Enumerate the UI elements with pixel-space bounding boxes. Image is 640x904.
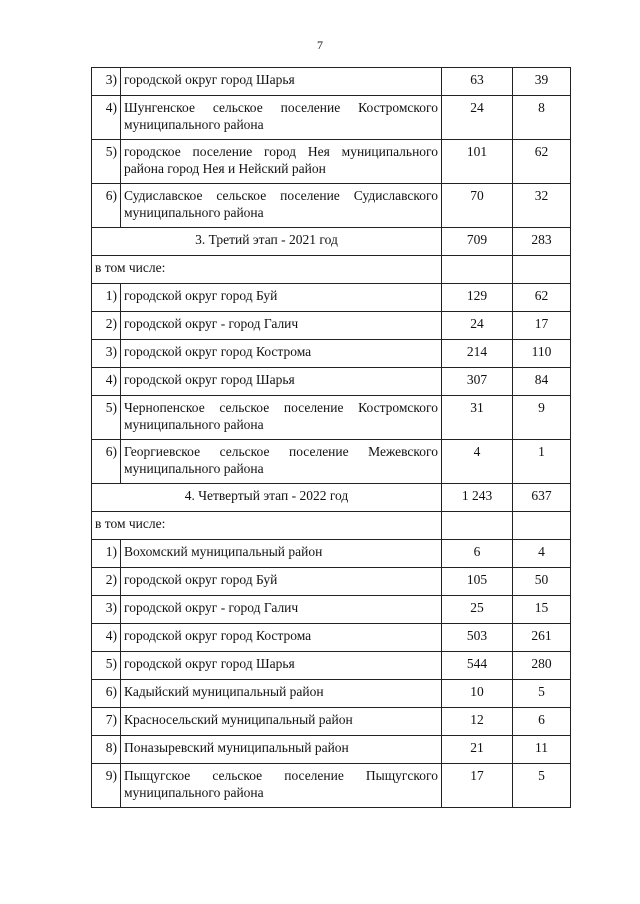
municipality-name: городской округ город Шарья [121,68,442,96]
value-column-2 [513,512,571,540]
value-column-2: 11 [513,736,571,764]
value-column-1: 105 [442,568,513,596]
value-column-2: 280 [513,652,571,680]
table-row [92,340,571,368]
row-number: 3) [92,68,121,96]
row-number: 2) [92,568,121,596]
table-row [92,540,571,568]
value-column-1: 544 [442,652,513,680]
value-column-2: 5 [513,680,571,708]
value-column-2: 8 [513,96,571,140]
value-column-1: 24 [442,312,513,340]
table-row [92,68,571,96]
value-column-1: 63 [442,68,513,96]
value-column-1: 6 [442,540,513,568]
municipality-name: городской округ - город Галич [121,596,442,624]
row-number: 5) [92,652,121,680]
value-column-1: 31 [442,396,513,440]
row-number: 3) [92,596,121,624]
value-column-2: 1 [513,440,571,484]
table-row [92,568,571,596]
subheading-row [92,256,571,284]
table-row [92,624,571,652]
municipality-name: Судиславское сельское поселение Судиславского муниципального района [121,184,442,228]
municipality-name: Шунгенское сельское поселение Костромского муниципального района [121,96,442,140]
value-column-1: 12 [442,708,513,736]
row-number: 2) [92,312,121,340]
value-column-1: 1 243 [442,484,513,512]
table-row [92,652,571,680]
table-row [92,284,571,312]
value-column-1: 25 [442,596,513,624]
municipality-name: городской округ город Буй [121,284,442,312]
municipality-name: городской округ город Шарья [121,652,442,680]
value-column-1: 709 [442,228,513,256]
table-row [92,440,571,484]
row-number: 6) [92,440,121,484]
stage-title: 3. Третий этап - 2021 год [92,228,442,256]
value-column-2: 50 [513,568,571,596]
value-column-1: 17 [442,764,513,808]
value-column-2: 6 [513,708,571,736]
value-column-1: 503 [442,624,513,652]
stage-title: 4. Четвертый этап - 2022 год [92,484,442,512]
municipality-name: городское поселение город Нея муниципального района город Нея и Нейский район [121,140,442,184]
row-number: 6) [92,184,121,228]
value-column-1 [442,256,513,284]
table-row [92,396,571,440]
row-number: 3) [92,340,121,368]
table-row [92,140,571,184]
municipality-name: Чернопенское сельское поселение Костромского муниципального района [121,396,442,440]
row-number: 6) [92,680,121,708]
row-number: 5) [92,396,121,440]
municipality-name: Пыщугское сельское поселение Пыщугского муниципального района [121,764,442,808]
value-column-1: 10 [442,680,513,708]
value-column-2: 62 [513,284,571,312]
table-row [92,368,571,396]
value-column-1: 21 [442,736,513,764]
value-column-1: 24 [442,96,513,140]
table-row [92,736,571,764]
table-row [92,312,571,340]
stage-row [92,228,571,256]
municipality-name: городской округ город Кострома [121,340,442,368]
page-number: 7 [317,38,323,52]
row-number: 7) [92,708,121,736]
value-column-1: 101 [442,140,513,184]
table-row [92,764,571,808]
value-column-2: 9 [513,396,571,440]
value-column-1: 4 [442,440,513,484]
municipality-name: городской округ город Буй [121,568,442,596]
row-number: 4) [92,96,121,140]
table-body [92,68,571,808]
table-row [92,184,571,228]
row-number: 1) [92,540,121,568]
row-number: 9) [92,764,121,808]
value-column-2: 15 [513,596,571,624]
value-column-1 [442,512,513,540]
municipality-name: Вохомский муниципальный район [121,540,442,568]
value-column-2: 5 [513,764,571,808]
municipality-name: городской округ - город Галич [121,312,442,340]
table-row [92,96,571,140]
allocation-table [91,67,571,808]
value-column-2: 62 [513,140,571,184]
stage-row [92,484,571,512]
value-column-2 [513,256,571,284]
value-column-1: 70 [442,184,513,228]
value-column-2: 110 [513,340,571,368]
value-column-2: 283 [513,228,571,256]
municipality-name: городской округ город Шарья [121,368,442,396]
row-number: 1) [92,284,121,312]
subheading: в том числе: [92,512,442,540]
row-number: 4) [92,368,121,396]
value-column-2: 4 [513,540,571,568]
value-column-2: 261 [513,624,571,652]
table-row [92,680,571,708]
municipality-name: Красносельский муниципальный район [121,708,442,736]
value-column-2: 17 [513,312,571,340]
municipality-name: Георгиевское сельское поселение Межевского муниципального района [121,440,442,484]
value-column-1: 307 [442,368,513,396]
value-column-2: 637 [513,484,571,512]
municipality-name: Поназыревский муниципальный район [121,736,442,764]
table-row [92,708,571,736]
row-number: 8) [92,736,121,764]
subheading-row [92,512,571,540]
value-column-2: 32 [513,184,571,228]
municipality-name: городской округ город Кострома [121,624,442,652]
row-number: 5) [92,140,121,184]
row-number: 4) [92,624,121,652]
value-column-2: 84 [513,368,571,396]
value-column-1: 129 [442,284,513,312]
value-column-1: 214 [442,340,513,368]
municipality-name: Кадыйский муниципальный район [121,680,442,708]
table-row [92,596,571,624]
value-column-2: 39 [513,68,571,96]
subheading: в том числе: [92,256,442,284]
